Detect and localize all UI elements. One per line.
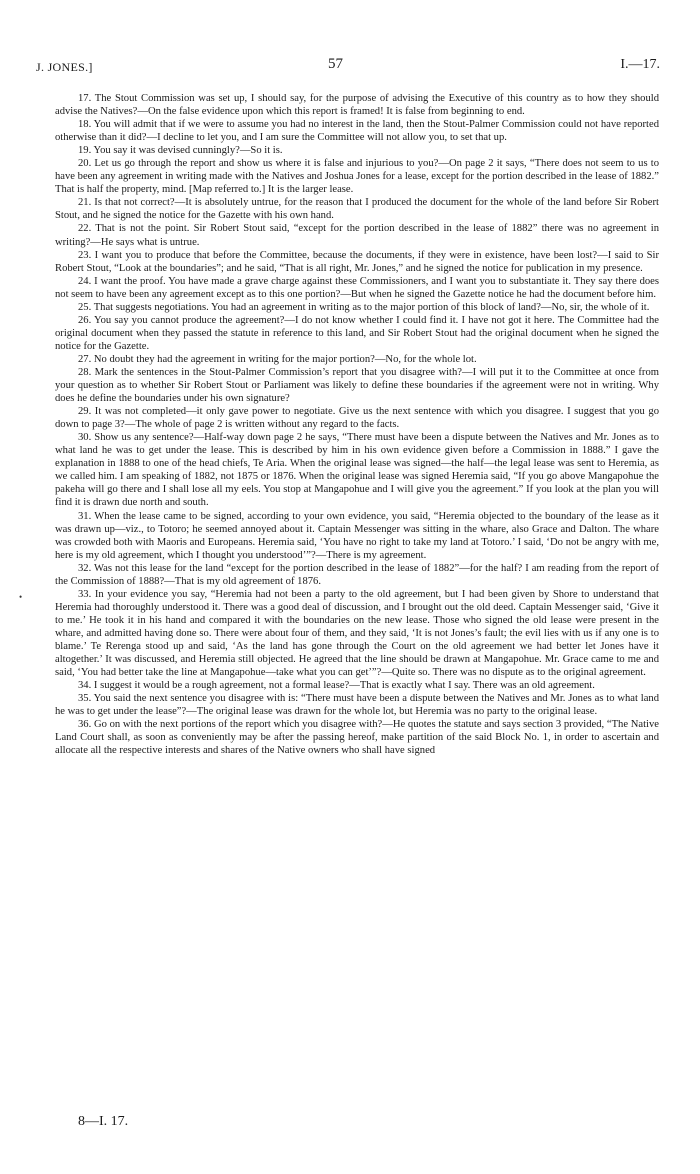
paragraph-29: 29. It was not completed—it only gave power to negotiate. Give us the next sentence with which you disagree. I suggest that you go down to page 3?—The whole of page 2 is written without any regard to the facts. <box>55 406 659 431</box>
paragraph-32: 32. Was not this lease for the land “except for the portion described in the lease of 1882”—for the half? I am reading from the report of the Commission of 1888?—That is my old agreement of 1876. <box>55 562 659 587</box>
paragraph-24: 24. I want the proof. You have made a grave charge against these Commissioners, and I want you to substantiate it. They say there does not seem to have been any agreement except as to this one portion?—But when he signed the Gazette notice he had the document before him. <box>55 275 659 300</box>
signature-mark: 8—I. 17. <box>78 1114 129 1129</box>
paragraph-34: 34. I suggest it would be a rough agreement, not a formal lease?—That is exactly what I say. There was an old agreement. <box>78 680 595 692</box>
paragraph-17: 17. The Stout Commission was set up, I should say, for the purpose of advising the Executive of this country as to how they should advise the Natives?—On the false evidence upon which this report is framed! It is false from beginning to end. <box>55 93 659 118</box>
running-head-author: J. JONES.] <box>36 60 93 74</box>
paragraph-28: 28. Mark the sentences in the Stout-Palmer Commission’s report that you disagree with?—I will put it to the Committee at once from your question as to whether Sir Robert Stout or Parliament was likely to define these boundaries if the agreement were not in writing. Why does he define the boundaries under his own signature? <box>55 366 659 405</box>
paragraph-21: 21. Is that not correct?—It is absolutely untrue, for the reason that I produced the document for the whole of the land before Sir Robert Stout, and he signed the notice for the Gazette with his own hand. <box>55 197 659 222</box>
paragraph-35: 35. You said the next sentence you disagree with is: “There must have been a dispute between the Natives and Mr. Jones as to what land he was to get under the lease”?—The original lease was drawn for the whole lot, but Heremia was no party to the original lease. <box>55 693 659 718</box>
evidence-text <box>55 92 659 757</box>
paragraph-18: 18. You will admit that if we were to assume you had no interest in the land, then the Stout-Palmer Commission could not have reported otherwise than it did?—I decline to let you, and I am sure the Committee will not allow you, to set that up. <box>55 119 659 144</box>
paragraph-30: 30. Show us any sentence?—Half-way down page 2 he says, “There must have been a dispute between the Natives and Mr. Jones as to what land he was to get under the lease. This is described by him in his own evidence given before a Commission in 1888.” I gave the explanation in 1888 to one of the head chiefs, Te Aria. When the original lease was signed—the half—the legal lease was sent to Heremia, as we called him. I am speaking of 1882, not 1875 or 1876. When the original lease was signed Heremia said, “If you go above Mangapohue the pakeha will go there and I shall lose all my eels. You stop at Mangapohue and I will give you the agreement.” If you look at the plan you will find it is drawn due north and south. <box>55 432 659 509</box>
document-reference: I.—17. <box>620 57 660 72</box>
paragraph-20: 20. Let us go through the report and show us where it is false and injurious to you?—On page 2 it says, “There does not seem to us to have been any agreement in writing made with the Natives and Joshua Jones for a lease, except for the portion described in the lease of 1882.” That is half the property, mind. [Map referred to.] It is the larger lease. <box>55 158 659 196</box>
page-number: 57 <box>328 56 343 72</box>
paragraph-23: 23. I want you to produce that before the Committee, because the documents, if they were in existence, have been lost?—I said to Sir Robert Stout, “Look at the boundaries”; and he said, “That is all right, Mr. Jones,” and he signed the notice for publication in my presence. <box>55 249 659 274</box>
paragraph-25: 25. That suggests negotiations. You had an agreement in writing as to the major portion of this block of land?—No, sir, the whole of it. <box>78 301 650 313</box>
paragraph-26: 26. You say you cannot produce the agreement?—I do not know whether I could find it. I have not got it here. The Committee had the original document when they passed the statute in reference to this land, and Sir Robert Stout had the original document when he signed the notice for the Gazette. <box>55 314 659 352</box>
paragraph-36: 36. Go on with the next portions of the report which you disagree with?—He quotes the statute and says section 3 provided, “The Native Land Court shall, as soon as conveniently may be after the passing hereof, make partition of the said Block No. 1, in order to ascertain and allocate all the respective interests and shares of the Native owners who shall have signed <box>55 719 659 757</box>
paragraph-27: 27. No doubt they had the agreement in writing for the major portion?—No, for the whole lot. <box>78 353 477 365</box>
paragraph-33: 33. In your evidence you say, “Heremia had not been a party to the old agreement, but I had been given by Shore to understand that Heremia had thoroughly understood it. There was a good deal of discussion, and I brought out the old deed. Captain Messenger said, ‘Give it to me.’ He took it in his hand and compared it with the boundaries on the new lease. Those who signed the old lease were present in the whare, and admitted having done so. There were about four of them, and they said, ‘It is not Jones’s fault; the evil lies with us if any one is to blame.’ Te Rerenga stood up and said, ‘As the land has gone through the Court on the old agreement we had better let Jones have it altogether.’ It was discussed, and Heremia still objected. He agreed that the line should be drawn at Mangapohue. Mr. Grace came to me and said, ‘You had better take the line at Mangapohue—take what you can get’”?—Quite so. There was no dispute as to the original agreement. <box>55 588 659 679</box>
paragraph-22: 22. That is not the point. Sir Robert Stout said, “except for the portion described in the lease of 1882” there was no agreement in writing?—He says what is untrue. <box>55 223 659 248</box>
paragraph-31: 31. When the lease came to be signed, according to your own evidence, you said, “Heremia objected to the boundary of the lease as it was drawn up—viz., to Totoro; he seemed annoyed about it. Captain Messenger was sitting in the whare, also Grace and Dalton. The whare was crowded both with Maoris and Europeans. Heremia said, ‘You have no right to take my land at Totoro.’ I said, ‘Do not be angry with me, here is my old agreement, which I thought you understood’”?—There is my agreement. <box>55 510 659 561</box>
paragraph-19: 19. You say it was devised cunningly?—So it is. <box>78 145 283 157</box>
margin-mark: • <box>19 592 23 602</box>
